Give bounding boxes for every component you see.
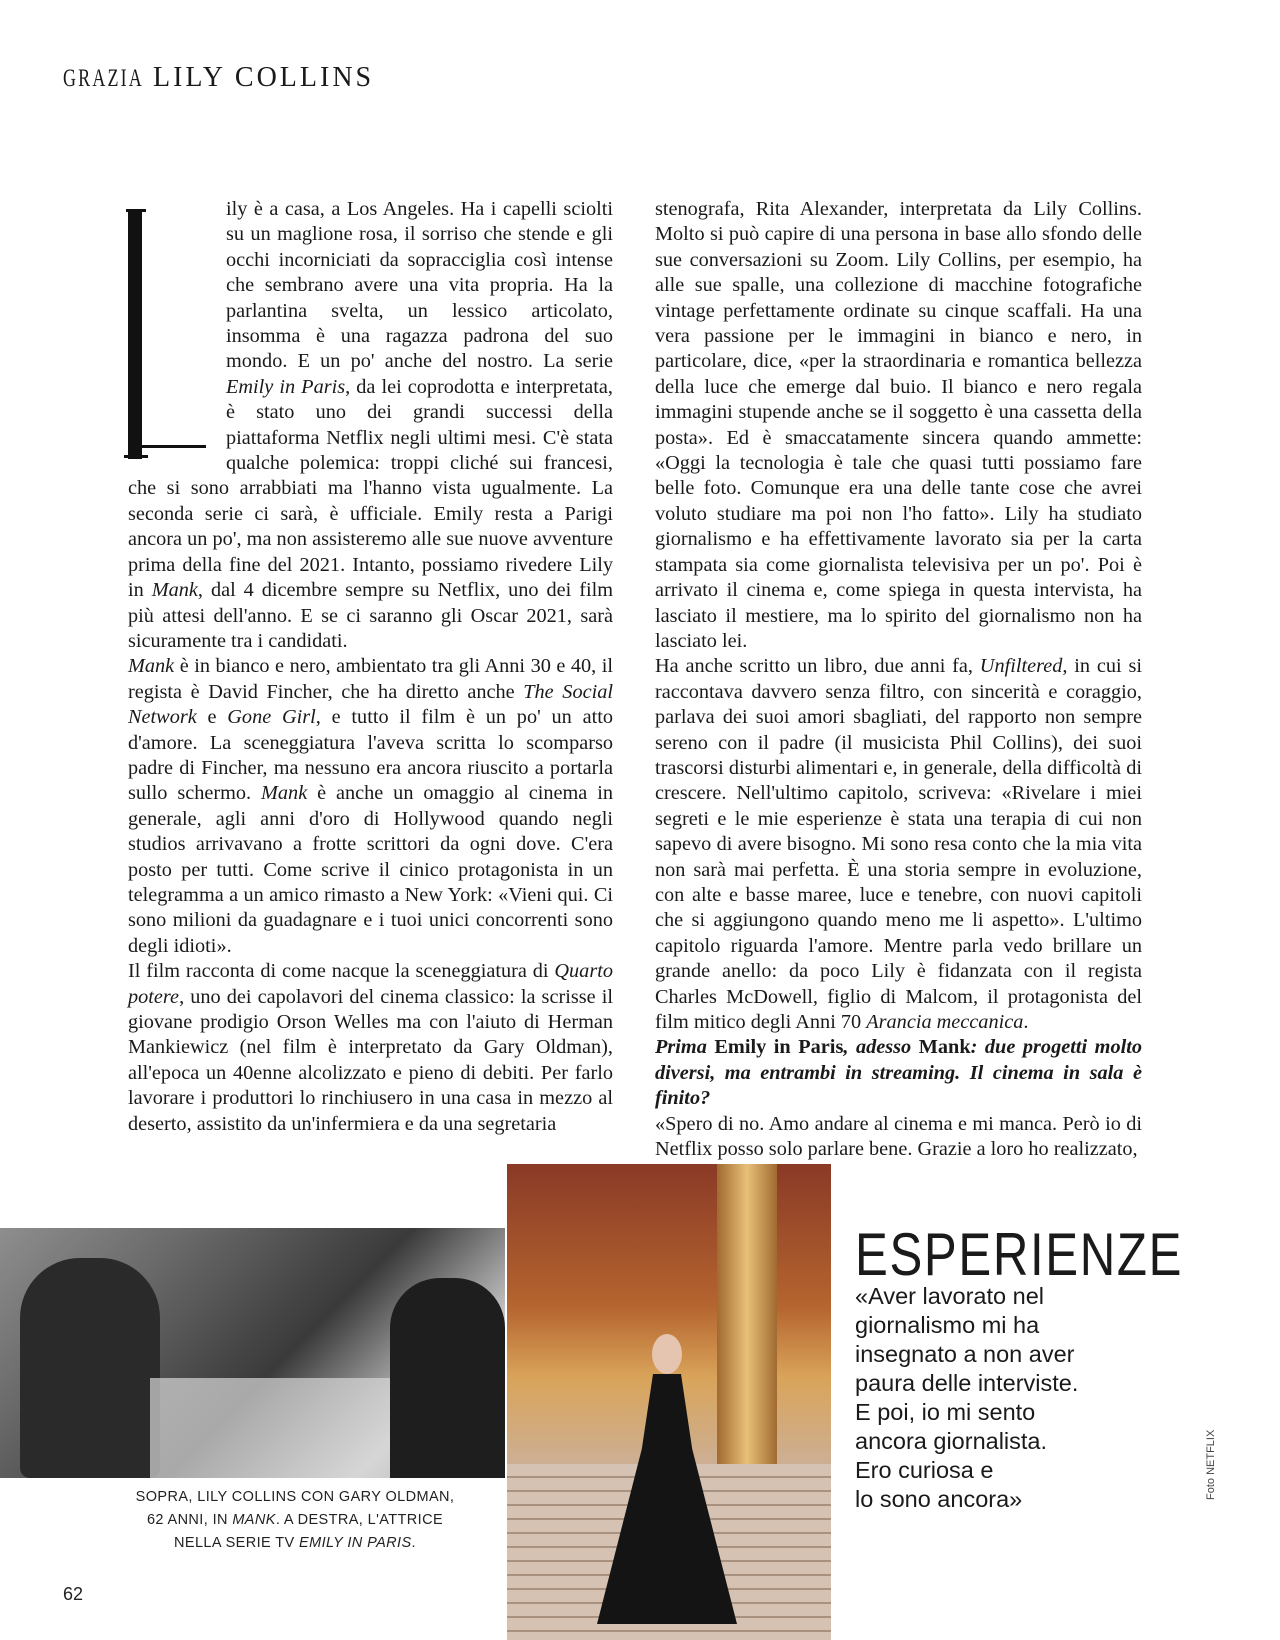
article-column-right (655, 197, 1142, 1162)
article-column-left (128, 197, 613, 1137)
pull-quote-text: «Aver lavorato nel giornalismo mi ha insegnato a non aver paura delle interviste. E poi, io mi sento ancora giornalista. Ero curiosa e lo sono ancora» (855, 1283, 1079, 1512)
article-paragraph: Mank è in bianco e nero, ambientato tra gli Anni 30 e 40, il regista è David Fincher, che ha diretto anche The Social Network e Gone Girl, e tutto il film è un po' un atto d'amore. La sceneggiatura l'aveva scritta lo scomparso padre di Fincher, ma nessuno era ancora riuscito a portarla sullo schermo. Mank è anche un omaggio al cinema in generale, agli anni d'oro di Hollywood quando negli studios arrivavano a frotte scrittori da ogni dove. C'era posto per tutti. Come scrive il cinico protagonista in un telegramma a un amico rimasto a New York: «Vieni qui. Ci sono milioni da guadagnare e i tuoi unici concorrenti sono degli idioti». (128, 655, 613, 957)
article-paragraph: ily è a casa, a Los Angeles. Ha i capelli sciolti su un maglione rosa, il sorriso che stende e gli occhi incorniciati da sopracciglia così intense che sembrano avere una vita propria. Ha la parlantina svelta, un lessico articolato, insomma è una ragazza padrona del suo mondo. E un po' anche del nostro. La serie Emily in Paris, da lei coprodotta e interpretata, è stato uno dei grandi successi della piattaforma Netflix negli ultimi mesi. C'è stata qualche polemica: troppi cliché sui francesi, che si sono arrabbiati ma l'hanno vista ugualmente. La seconda serie ci sarà, è ufficiale. Emily resta a Parigi ancora un po', ma non assisteremo alle sue nuove avventure prima della fine del 2021. Intanto, possiamo rivedere Lily in Mank, dal 4 dicembre sempre su Netflix, uno dei film più attesi dell'anno. E se ci saranno gli Oscar 2021, sarà sicuramente tra i candidati. (128, 197, 613, 654)
photo-caption: SOPRA, LILY COLLINS CON GARY OLDMAN, 62 ANNI, IN MANK. A DESTRA, L'ATTRICE NELLA SERIE TV EMILY IN PARIS. (135, 1489, 455, 1551)
interview-answer: «Spero di no. Amo andare al cinema e mi manca. Però io di Netflix posso solo parlare bene. Grazie a loro ho realizzato, (655, 1112, 1142, 1161)
page-number: 62 (63, 1584, 84, 1604)
article-paragraph: Il film racconta di come nacque la sceneggiatura di Quarto potere, uno dei capolavori del cinema classico: la scrisse il giovane prodigio Orson Welles ma con l'aiuto di Herman Mankiewicz (nel film è interpretato da Gary Oldman), all'epoca un 40enne alcolizzato e pieno di debiti. Per farlo lavorare i produttori lo rinchiusero in una casa in mezzo al deserto, assistito da un'infermiera e da una segretaria (128, 960, 613, 1135)
article-subject: LILY COLLINS (153, 62, 375, 93)
drop-cap-L (128, 197, 226, 459)
pull-quote-title: ESPERIENZE (855, 1221, 1184, 1288)
article-paragraph: stenografa, Rita Alexander, interpretata da Lily Collins. Molto si può capire di una persona in base allo sfondo delle sue conversazioni su Zoom. Lily Collins, per esempio, ha alle sue spalle, una collezione di macchine fotografiche vintage perfettamente ordinate su cinque scaffali. Ha una vera passione per le immagini in bianco e nero, in particolare, dice, «per la straordinaria e romantica bellezza della luce che emerge dal buio. Il bianco e nero regala immagini stupende anche se il soggetto è una cassetta della posta». Ed è smaccatamente sincera quando ammette: «Oggi la tecnologia è tale che quasi tutti possiamo fare belle foto. Comunque era una delle tante cose che avrei voluto studiare ma poi non l'ho fatto». Lily ha studiato giornalismo e ha effettivamente lavorato sia per la carta stampata sia come giornalista televisiva per un po'. Poi è arrivato il cinema e, come spiega in questa intervista, ha lasciato il mestiere, ma lo spirito del giornalismo non ha lasciato lei. (655, 198, 1142, 652)
photo-credit: Foto NETFLIX (1205, 1429, 1217, 1500)
photo-emily-in-paris (507, 1164, 831, 1640)
photo-mank-scene (0, 1228, 505, 1478)
page-header (63, 62, 374, 94)
interview-question: Prima Emily in Paris, adesso Mank: due progetti molto diversi, ma entrambi in streaming. Il cinema in sala è finito? (655, 1036, 1143, 1110)
magazine-brand: GRAZIA (63, 65, 144, 92)
article-paragraph: Ha anche scritto un libro, due anni fa, Unfiltered, in cui si raccontava davvero senza filtro, con sincerità e coraggio, parlava dei suoi amori sbagliati, del rapporto non sempre sereno con il padre (il musicista Phil Collins), dei suoi trascorsi disturbi alimentari e, in generale, della difficoltà di crescere. Nell'ultimo capitolo, scriveva: «Rivelare i miei segreti e le mie esperienze è stata una terapia di cui non sapevo di avere bisogno. Mi sono resa conto che la mia vita non sarà mai perfetta. È una storia sempre in evoluzione, con alte e basse maree, luce e tenebre, con nuovi capitoli che si aggiungono quando meno me li aspetto». L'ultimo capitolo riguarda l'amore. Mentre parla vedo brillare un grande anello: da poco Lily è fidanzata con il regista Charles McDowell, figlio di Malcom, il protagonista del film mitico degli Anni 70 Arancia meccanica. (655, 655, 1142, 1033)
